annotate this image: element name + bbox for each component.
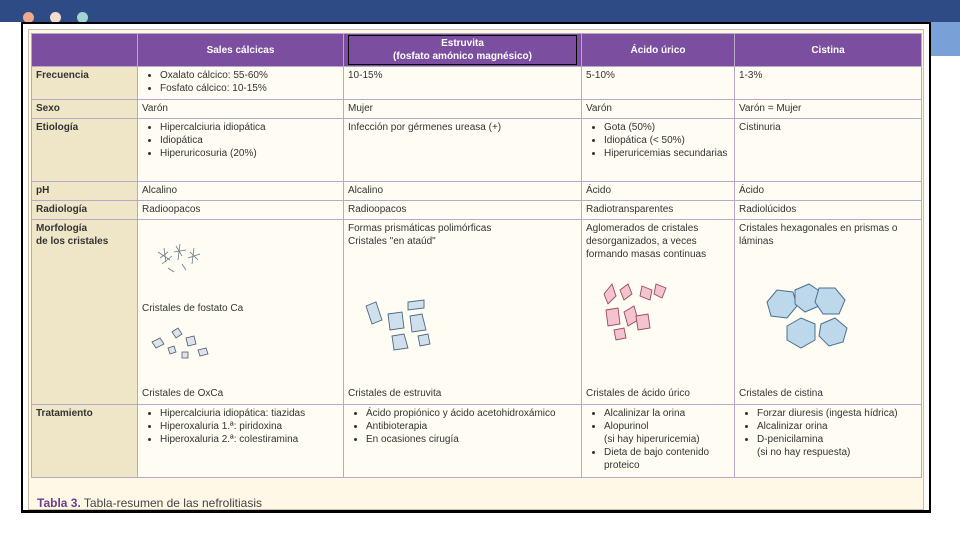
- row-label-radiologia: Radiología: [32, 201, 138, 220]
- estruvita-morph-text-2: Cristales "en ataúd": [348, 236, 436, 247]
- list-item: • Oxalato cálcico: 55-60%: [160, 69, 339, 82]
- cell-sexo-calcicas: Varón: [138, 100, 344, 119]
- cell-etiologia-urico: [582, 119, 735, 182]
- table-panel: [28, 29, 924, 510]
- caption-fosfato-ca: Cristales de fostato Ca: [142, 303, 244, 314]
- caption-text: Tabla-resumen de las nefrolitiasis: [83, 496, 263, 510]
- table-caption: [37, 496, 262, 510]
- list-item: • Hiperoxaluria 1.ª: piridoxina: [160, 420, 339, 433]
- table-row: [32, 405, 922, 478]
- list-item: • Alcalinizar la orina: [604, 407, 730, 420]
- row-label-sexo: Sexo: [32, 100, 138, 119]
- table-row: [32, 182, 922, 201]
- list-item: • Alcalinizar orina: [757, 420, 917, 433]
- urico-morph-text: Aglomerados de cristales desorganizados, a veces formando masas continuas: [586, 223, 707, 260]
- row-label-ph: pH: [32, 182, 138, 201]
- caption-acido-urico: Cristales de ácido úrico: [586, 388, 690, 399]
- row-label-morfologia: Morfología de los cristales: [32, 220, 138, 405]
- caption-estruvita: Cristales de estruvita: [348, 388, 442, 399]
- slide-top-bar: [0, 0, 960, 22]
- row-label-frecuencia: Frecuencia: [32, 67, 138, 100]
- cell-radiologia-cistina: Radiolúcidos: [735, 201, 922, 220]
- list-item: • Forzar diuresis (ingesta hídrica): [757, 407, 917, 420]
- caption-oxca: Cristales de OxCa: [142, 388, 224, 399]
- fosfato-ca-crystals-illustration: [152, 238, 212, 278]
- cell-tratamiento-urico: [582, 405, 735, 478]
- list-item: • Idiopática: [160, 134, 339, 147]
- cell-ph-urico: Ácido: [582, 182, 735, 201]
- cell-etiologia-calcicas: [138, 119, 344, 182]
- list-item: • Hipercalciuria idiopática: [160, 121, 339, 134]
- cell-sexo-cistina: Varón = Mujer: [735, 100, 922, 119]
- cell-frecuencia-estruvita: 10-15%: [344, 67, 582, 100]
- oxalato-ca-crystals-illustration: [148, 324, 218, 364]
- cell-tratamiento-estruvita: [344, 405, 582, 478]
- row-label-etiologia: Etiología: [32, 119, 138, 182]
- acido-urico-crystals-illustration: [600, 280, 670, 346]
- cell-ph-estruvita: Alcalino: [344, 182, 582, 201]
- header-sales-calcicas: Sales cálcicas: [138, 34, 344, 67]
- table-row: [32, 220, 922, 405]
- cell-radiologia-estruvita: Radioopacos: [344, 201, 582, 220]
- slide-left-notch: [0, 22, 22, 56]
- cell-morfologia-estruvita: [344, 220, 582, 405]
- list-item: • Ácido propiónico y ácido acetohidroxámico: [366, 407, 577, 420]
- row-label-tratamiento: Tratamiento: [32, 405, 138, 478]
- list-item: • Hiperuricosuria (20%): [160, 147, 339, 160]
- cistina-morph-text: Cristales hexagonales en prismas o láminas: [739, 223, 898, 247]
- header-estruvita: Estruvita (fosfato amónico magnésico): [344, 34, 582, 67]
- caption-cistina: Cristales de cistina: [739, 388, 823, 399]
- table-row: [32, 201, 922, 220]
- list-item: • Antibioterapia: [366, 420, 577, 433]
- list-item: • Idiopática (< 50%): [604, 134, 730, 147]
- header-cistina: Cistina: [735, 34, 922, 67]
- cell-frecuencia-urico: 5-10%: [582, 67, 735, 100]
- list-item: • Hipercalciuria idiopática: tiazidas: [160, 407, 339, 420]
- estruvita-morph-text: Formas prismáticas polimórficas: [348, 223, 492, 234]
- cell-morfologia-urico: [582, 220, 735, 405]
- header-row: [32, 34, 922, 67]
- table-row: [32, 100, 922, 119]
- cell-sexo-urico: Varón: [582, 100, 735, 119]
- estruvita-crystals-illustration: [362, 296, 442, 356]
- cell-radiologia-calcicas: Radioopacos: [138, 201, 344, 220]
- header-acido-urico: Ácido úrico: [582, 34, 735, 67]
- list-item: • Dieta de bajo contenido proteico: [604, 446, 730, 472]
- nefrolitiasis-table: [31, 33, 922, 478]
- header-corner: [32, 34, 138, 67]
- cell-morfologia-calcicas: [138, 220, 344, 405]
- cell-radiologia-urico: Radiotransparentes: [582, 201, 735, 220]
- caption-label: Tabla 3.: [37, 496, 81, 510]
- table-row: [32, 119, 922, 182]
- cell-ph-calcicas: Alcalino: [138, 182, 344, 201]
- cell-frecuencia-calcicas: [138, 67, 344, 100]
- cell-tratamiento-calcicas: [138, 405, 344, 478]
- table-image-frame: [21, 22, 931, 513]
- cell-frecuencia-cistina: 1-3%: [735, 67, 922, 100]
- cell-morfologia-cistina: [735, 220, 922, 405]
- list-item: • En ocasiones cirugía: [366, 433, 577, 446]
- cell-etiologia-estruvita: Infección por gérmenes ureasa (+): [344, 119, 582, 182]
- list-item: • Hiperoxaluria 2.ª: colestiramina: [160, 433, 339, 446]
- cell-ph-cistina: Ácido: [735, 182, 922, 201]
- cell-etiologia-cistina: Cistinuria: [735, 119, 922, 182]
- cell-tratamiento-cistina: [735, 405, 922, 478]
- list-item: • D-penicilamina (si no hay respuesta): [757, 433, 917, 459]
- cistina-crystals-illustration: [759, 282, 869, 360]
- slide-right-accent: [930, 22, 960, 56]
- list-item: • Hiperuricemias secundarias: [604, 147, 730, 160]
- cell-sexo-estruvita: Mujer: [344, 100, 582, 119]
- table-row: [32, 67, 922, 100]
- list-item: • Gota (50%): [604, 121, 730, 134]
- list-item: • Fosfato cálcico: 10-15%: [160, 82, 339, 95]
- list-item: • Alopurinol (si hay hiperuricemia): [604, 420, 730, 446]
